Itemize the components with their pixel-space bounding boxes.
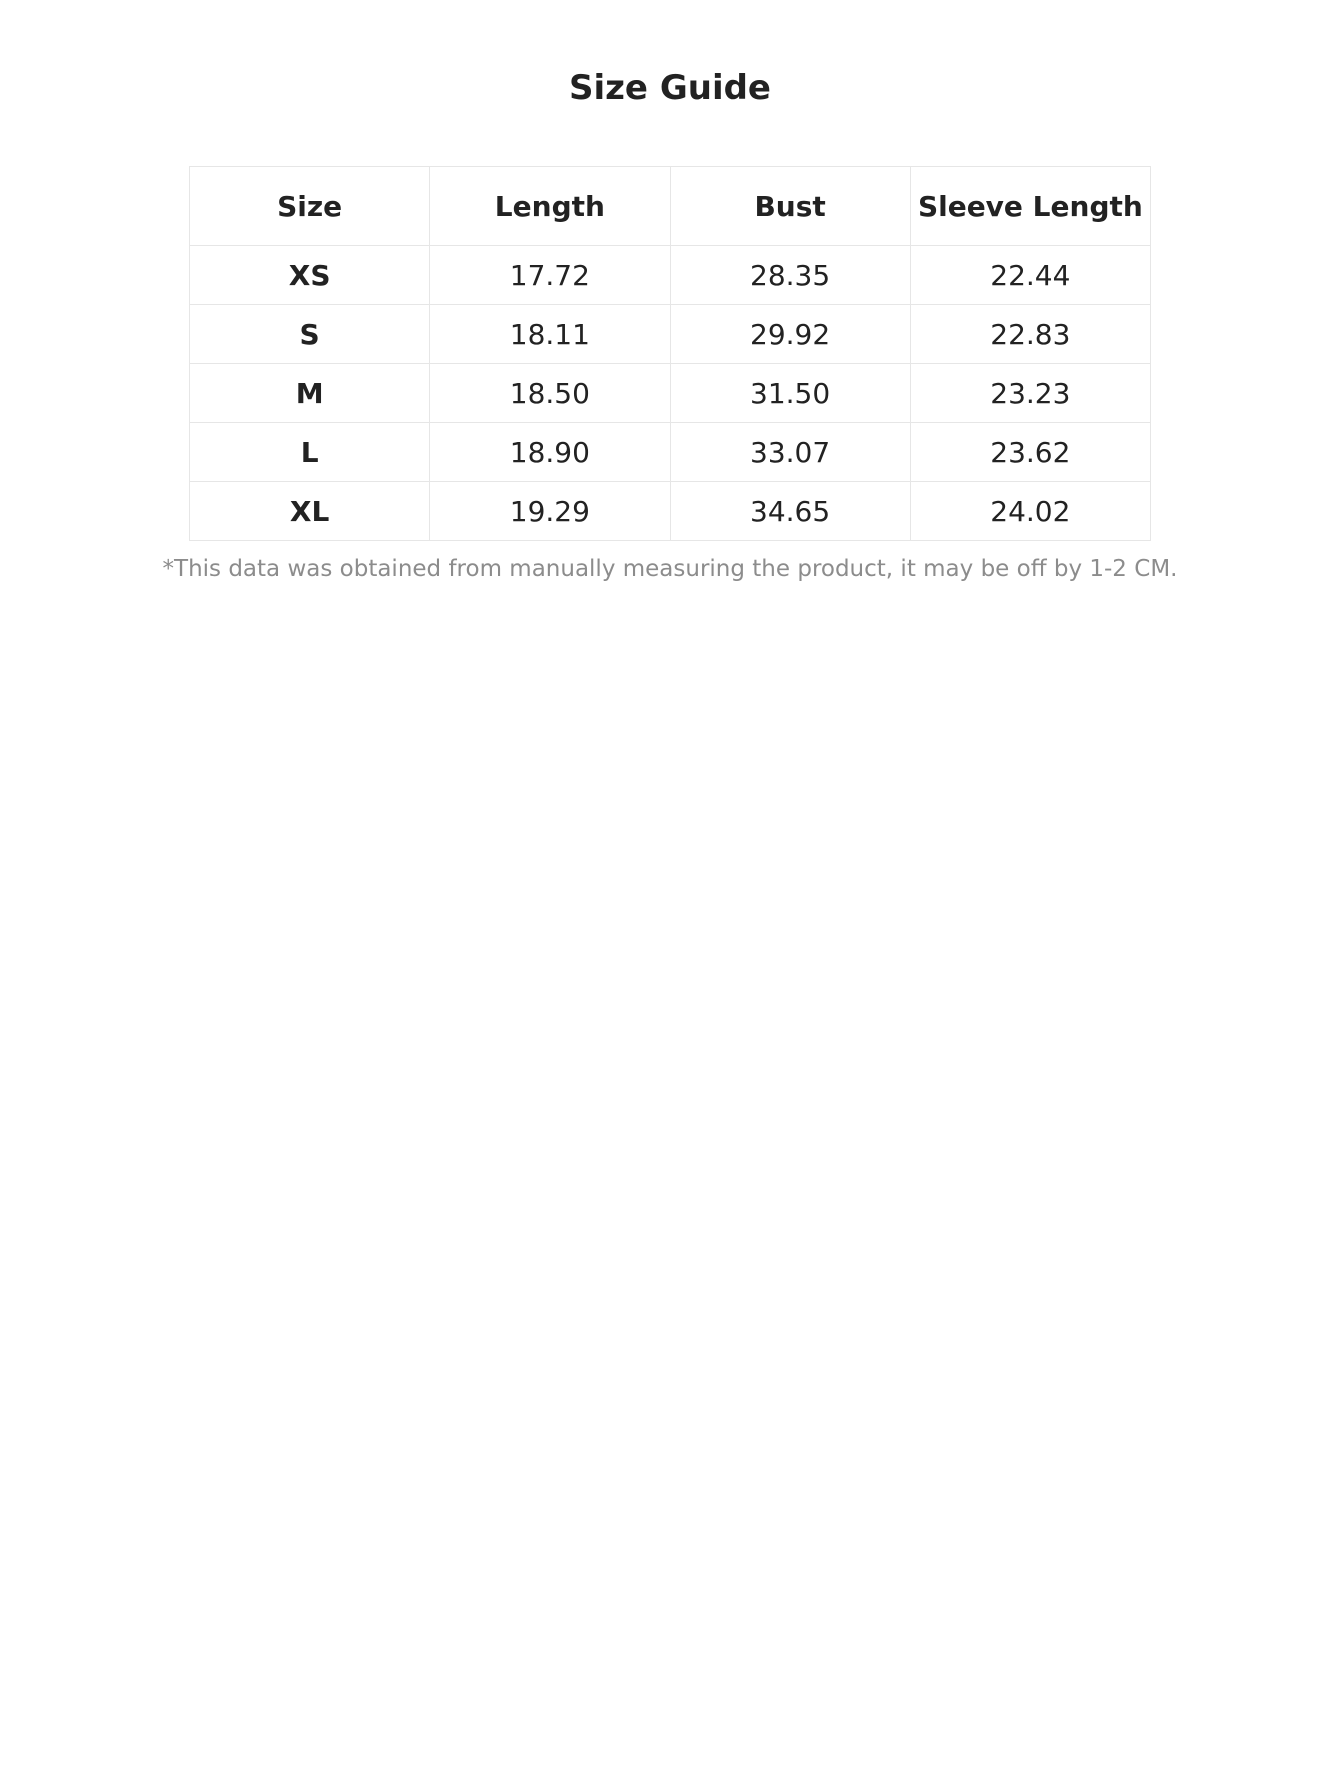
- bust-cell: 31.50: [670, 364, 910, 423]
- size-cell: S: [190, 305, 430, 364]
- size-cell: M: [190, 364, 430, 423]
- bust-cell: 28.35: [670, 246, 910, 305]
- table-row: [190, 305, 1151, 364]
- bust-cell: 29.92: [670, 305, 910, 364]
- header-size: Size: [190, 167, 430, 246]
- bust-cell: 33.07: [670, 423, 910, 482]
- bust-cell: 34.65: [670, 482, 910, 541]
- sleeve-length-cell: 24.02: [910, 482, 1150, 541]
- length-cell: 19.29: [430, 482, 670, 541]
- table-header-row: [190, 167, 1151, 246]
- table-row: [190, 246, 1151, 305]
- sleeve-length-cell: 23.23: [910, 364, 1150, 423]
- table-row: [190, 423, 1151, 482]
- table-row: [190, 364, 1151, 423]
- size-cell: XS: [190, 246, 430, 305]
- page-title: Size Guide: [569, 68, 771, 108]
- header-bust: Bust: [670, 167, 910, 246]
- size-cell: XL: [190, 482, 430, 541]
- length-cell: 18.90: [430, 423, 670, 482]
- sleeve-length-cell: 22.44: [910, 246, 1150, 305]
- length-cell: 18.11: [430, 305, 670, 364]
- length-cell: 17.72: [430, 246, 670, 305]
- length-cell: 18.50: [430, 364, 670, 423]
- sleeve-length-cell: 22.83: [910, 305, 1150, 364]
- table-row: [190, 482, 1151, 541]
- size-cell: L: [190, 423, 430, 482]
- header-sleeve-length: Sleeve Length: [910, 167, 1150, 246]
- size-guide-table: [189, 166, 1151, 541]
- measurement-disclaimer: *This data was obtained from manually measuring the product, it may be off by 1-2 CM.: [162, 556, 1178, 582]
- header-length: Length: [430, 167, 670, 246]
- sleeve-length-cell: 23.62: [910, 423, 1150, 482]
